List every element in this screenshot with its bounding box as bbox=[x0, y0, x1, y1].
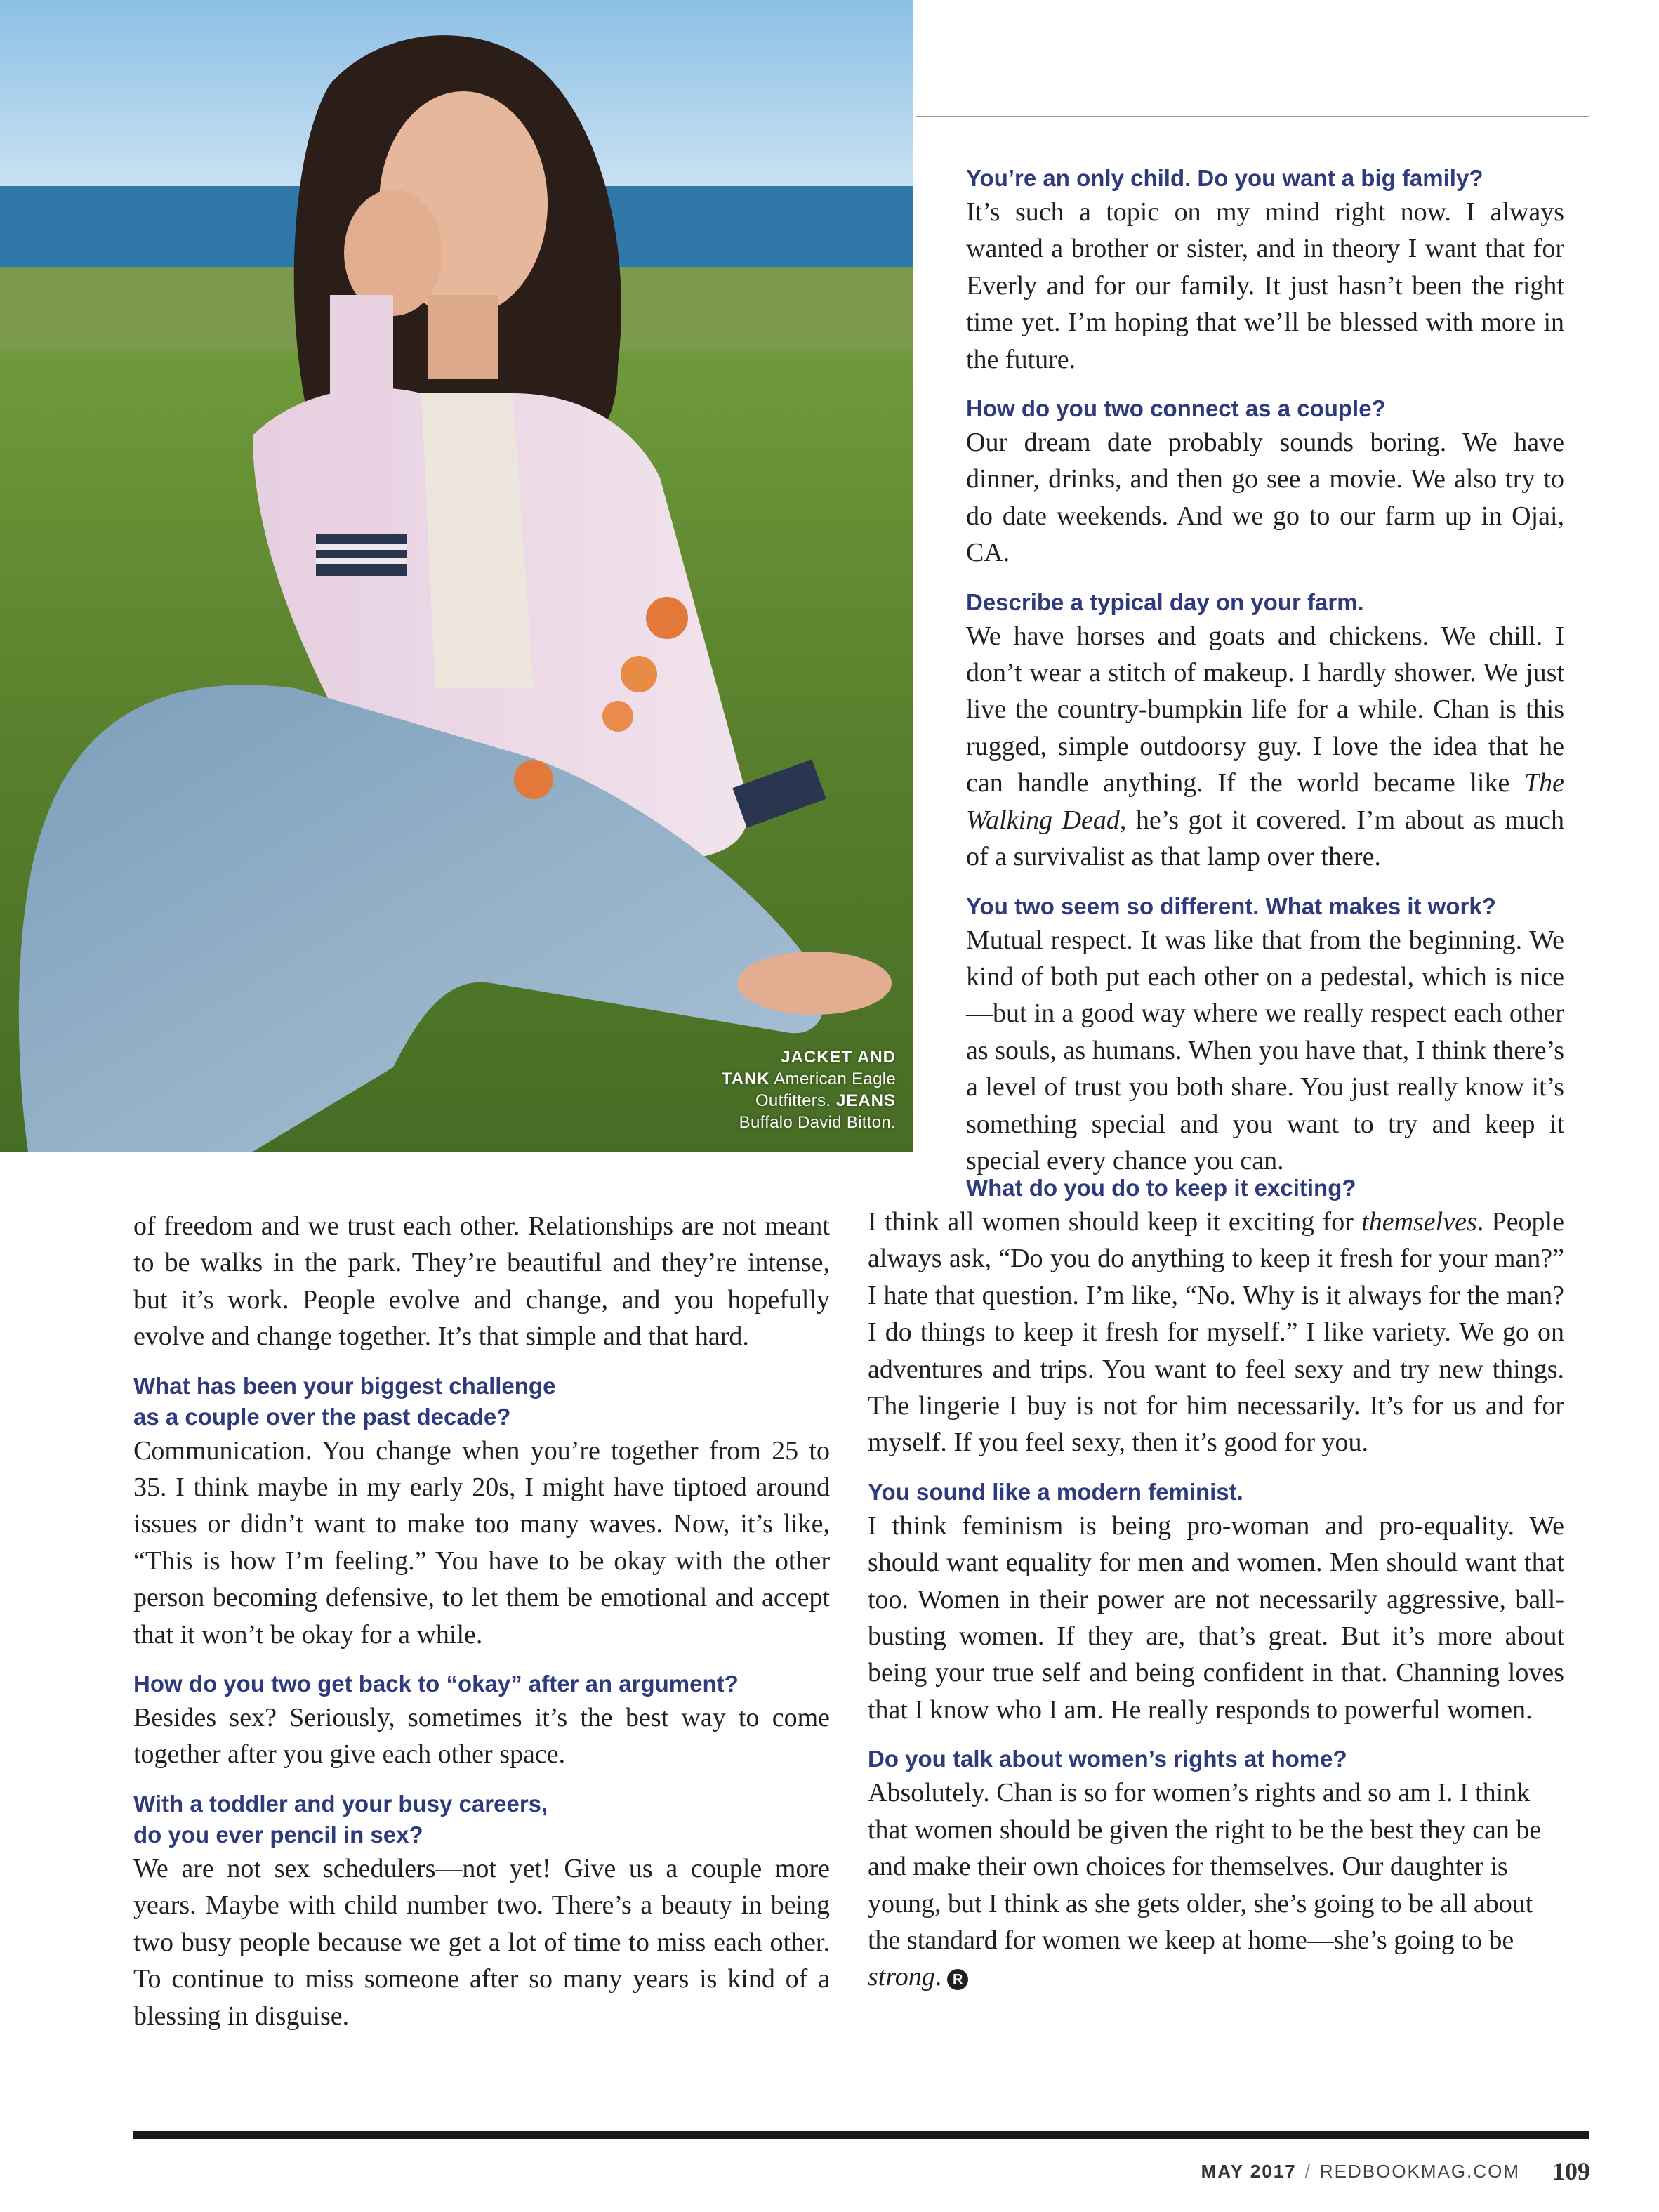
italic-word: strong bbox=[868, 1962, 935, 1992]
qa-item bbox=[133, 1371, 830, 1653]
question: How do you two connect as a couple? bbox=[966, 395, 1386, 422]
qa-item bbox=[868, 1744, 1564, 1995]
orange-print bbox=[646, 597, 688, 639]
caption-label: TANK bbox=[721, 1069, 770, 1088]
question: You two seem so different. What makes it work? bbox=[966, 893, 1496, 919]
answer: of freedom and we trust each other. Relationships are not meant to be walks in the park. They’re beautiful and they’re intense, but it’s work. People evolve and change, and you hopefully evolve and change together. It’s that simple and that hard. bbox=[133, 1211, 830, 1352]
qa-item bbox=[966, 163, 1564, 378]
question: You sound like a modern feminist. bbox=[868, 1478, 1243, 1505]
cover-photo bbox=[0, 0, 913, 1152]
end-mark-icon: R bbox=[947, 1969, 968, 1990]
italic-title: The Walking Dead bbox=[966, 768, 1564, 835]
caption-text: Outfitters. bbox=[755, 1091, 831, 1110]
question: Describe a typical day on your farm. bbox=[966, 588, 1364, 615]
caption-label: JEANS bbox=[831, 1091, 896, 1110]
caption-text: Buffalo David Bitton. bbox=[739, 1113, 896, 1132]
footer-rule bbox=[133, 2131, 1589, 2139]
photo-illustration bbox=[0, 0, 913, 1152]
question: What has been your biggest challenge as a couple over the past decade? bbox=[133, 1372, 556, 1430]
qa-item bbox=[966, 393, 1564, 572]
answer: I think all women should keep it exciting for themselves. People always ask, “Do you do anything to keep it fresh for your man?” I hate that question. I’m like, “No. Why is it always for the man? I do things to keep it fresh for myself.” I like variety. We go on adventures and trips. You want to feel sexy and try new things. The lingerie I buy is not for him necessarily. It’s for us and for myself. If you feel sexy, then it’s good for you. bbox=[868, 1207, 1564, 1458]
qa-item bbox=[133, 1789, 830, 2034]
answer: I think feminism is being pro-woman and pro-equality. We should want equality for men and women. Men should want that too. Women in their power are not necessarily aggressive, ball-busting women. If they are, that’s great. But it’s more about being your true self and being confident in that. Channing loves that I know who I am. He really responds to powerful women. bbox=[868, 1510, 1564, 1725]
qa-item bbox=[966, 891, 1564, 1180]
answer: Communication. You change when you’re together from 25 to 35. I think maybe in my early 20s, I might have tiptoed around issues or didn’t want to make too many waves. Now, it’s like, “This is how I’m feeling.” You have to be okay with the other person becoming defensive, to let them be emotional and accept that it won’t be okay for a while. bbox=[133, 1435, 830, 1650]
arm bbox=[330, 295, 393, 534]
answer: We are not sex schedulers—not yet! Give us a couple more years. Maybe with child number two. There’s a beauty in being two busy people because we get a lot of time to miss each other. To continue to miss someone after so many years is kind of a blessing in disguise. bbox=[133, 1853, 830, 2031]
photo-credit-caption bbox=[664, 1046, 896, 1133]
answer: It’s such a topic on my mind right now. I always wanted a brother or sister, and in theory I want that for Everly and for our family. It just hasn’t been the right time yet. I’m hoping that we’ll be blessed with more in the future. bbox=[966, 197, 1564, 374]
question: With a toddler and your busy careers, do you ever pencil in sex? bbox=[133, 1790, 548, 1848]
caption-text: American Eagle bbox=[769, 1069, 896, 1088]
right-column-bottom bbox=[868, 1173, 1564, 1996]
left-column bbox=[133, 1208, 830, 2034]
answer: Besides sex? Seriously, sometimes it’s the best way to come together after you give each other space. bbox=[133, 1703, 830, 1770]
question: You’re an only child. Do you want a big family? bbox=[966, 165, 1483, 191]
answer: Absolutely. Chan is so for women’s rights and so am I. I think that women should be given the right to be the best they can be and make their own choices for themselves. Our daughter is young, but I think as she gets older, she’s going to be all about the standard for women we keep at home—she’s going to be strong. R bbox=[868, 1778, 1542, 1992]
answer: Mutual respect. It was like that from the beginning. We kind of both put each other on a pedestal, which is nice—but in a good way where we really respect each other as souls, as humans. When you have that, I think there’s a level of trust you both share. You just really know it’s something special and you want to try and keep it special every chance you can. bbox=[966, 925, 1564, 1176]
footer-separator: / bbox=[1304, 2160, 1311, 2182]
qa-item bbox=[868, 1173, 1564, 1461]
question: How do you two get back to “okay” after an argument? bbox=[133, 1671, 739, 1697]
website-link[interactable]: REDBOOKMAG.COM bbox=[1319, 2160, 1520, 2182]
question: What do you do to keep it exciting? bbox=[966, 1175, 1356, 1201]
foot bbox=[737, 952, 892, 1015]
page-footer bbox=[1201, 2154, 1590, 2188]
qa-item bbox=[133, 1668, 830, 1773]
top-divider bbox=[916, 116, 1589, 117]
caption-label: JACKET AND bbox=[781, 1048, 896, 1067]
italic-word: themselves bbox=[1361, 1207, 1477, 1237]
right-column-top bbox=[966, 163, 1564, 1179]
qa-item bbox=[966, 587, 1564, 876]
question: Do you talk about women’s rights at home? bbox=[868, 1746, 1347, 1772]
answer: We have horses and goats and chickens. We chill. I don’t wear a stitch of makeup. I hardly shower. We just live the country-bumpkin life for a while. Chan is this rugged, simple outdoorsy guy. I love the idea that he can handle anything. If the world became like The Walking Dead, he’s got it covered. I’m about as much of a survivalist as that lamp over there. bbox=[966, 621, 1564, 872]
continued-text bbox=[133, 1208, 830, 1355]
neck bbox=[428, 295, 498, 379]
issue-date: MAY 2017 bbox=[1201, 2160, 1297, 2182]
page-number: 109 bbox=[1552, 2157, 1590, 2185]
answer: Our dream date probably sounds boring. We have dinner, drinks, and then go see a movie. We also try to do date weekends. And we go to our farm up in Ojai, CA. bbox=[966, 428, 1564, 568]
qa-item bbox=[868, 1477, 1564, 1728]
cuff-stripes bbox=[316, 534, 407, 576]
